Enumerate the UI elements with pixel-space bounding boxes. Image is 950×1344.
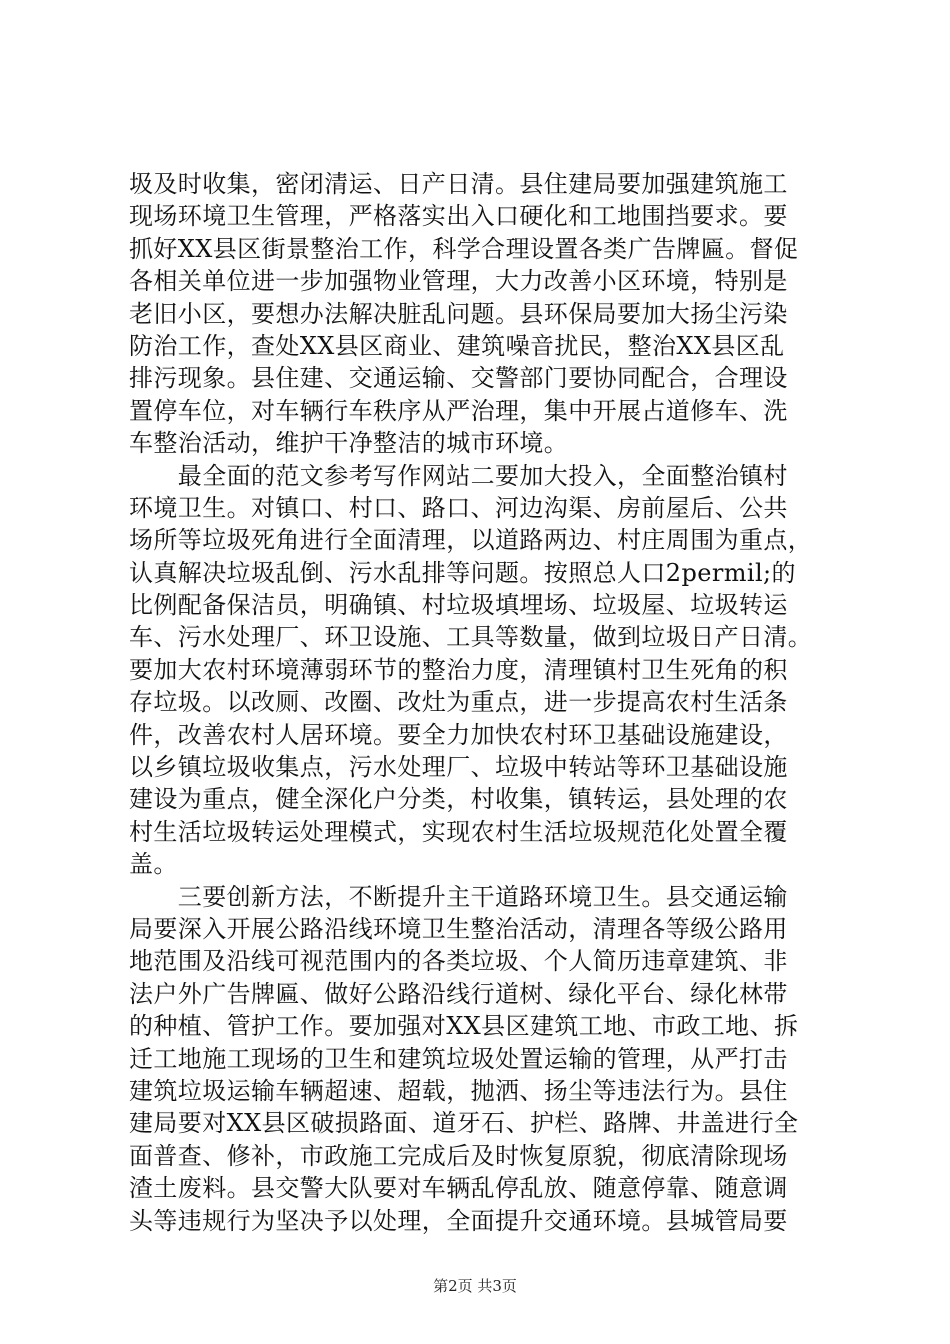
page-number-footer: 第2页 共3页 (433, 1277, 517, 1295)
text-line: 比例配备保洁员，明确镇、村垃圾填埋场、垃圾屋、垃圾转运 (129, 591, 788, 620)
text-line: 渣土废料。县交警大队要对车辆乱停乱放、随意停靠、随意调 (129, 1174, 788, 1203)
text-line: 置停车位，对车辆行车秩序从严治理，集中开展占道修车、洗 (129, 396, 788, 425)
text-line: 圾及时收集，密闭清运、日产日清。县住建局要加强建筑施工 (129, 170, 788, 198)
text-line: 建筑垃圾运输车辆超速、超载，抛洒、扬尘等违法行为。县住 (129, 1076, 788, 1105)
text-line: 环境卫生。对镇口、村口、路口、河边沟渠、房前屋后、公共 (129, 493, 788, 522)
text-line: 三要创新方法，不断提升主干道路环境卫生。县交通运输 (129, 882, 788, 911)
text-line: 车整治活动，维护干净整洁的城市环境。 (129, 429, 569, 458)
text-line: 法户外广告牌匾、做好公路沿线行道树、绿化平台、绿化林带 (129, 979, 788, 1008)
text-line: 老旧小区，要想办法解决脏乱问题。县环保局要加大扬尘污染 (129, 299, 788, 328)
text-line: 认真解决垃圾乱倒、污水乱排等问题。按照总人口2permil;的 (129, 558, 796, 587)
text-line: 的种植、管护工作。要加强对XX县区建筑工地、市政工地、拆 (129, 1012, 799, 1041)
text-line: 盖。 (129, 850, 178, 879)
text-line: 地范围及沿线可视范围内的各类垃圾、个人简历违章建筑、非 (129, 947, 788, 976)
text-line: 各相关单位进一步加强物业管理，大力改善小区环境，特别是 (129, 267, 788, 296)
text-line: 现场环境卫生管理，严格落实出入口硬化和工地围挡要求。要 (129, 202, 788, 231)
text-line: 建设为重点，健全深化户分类，村收集，镇转运，县处理的农 (129, 785, 788, 814)
text-line: 面普查、修补，市政施工完成后及时恢复原貌，彻底清除现场 (129, 1141, 788, 1170)
body-text (129, 168, 839, 1237)
text-line: 排污现象。县住建、交通运输、交警部门要协同配合，合理设 (129, 364, 788, 393)
text-line: 最全面的范文参考写作网站二要加大投入，全面整治镇村 (129, 461, 788, 490)
text-line: 建局要对XX县区破损路面、道牙石、护栏、路牌、井盖进行全 (129, 1109, 799, 1138)
text-line: 防治工作，查处XX县区商业、建筑噪音扰民，整治XX县区乱 (129, 331, 785, 360)
text-line: 车、污水处理厂、环卫设施、工具等数量，做到垃圾日产日清。 (129, 623, 813, 652)
text-line: 场所等垃圾死角进行全面清理，以道路两边、村庄周围为重点， (129, 526, 813, 555)
text-line: 要加大农村环境薄弱环节的整治力度，清理镇村卫生死角的积 (129, 655, 788, 684)
text-line: 局要深入开展公路沿线环境卫生整治活动，清理各等级公路用 (129, 914, 788, 943)
text-line: 存垃圾。以改厕、改圈、改灶为重点，进一步提高农村生活条 (129, 688, 788, 717)
text-line: 迁工地施工现场的卫生和建筑垃圾处置运输的管理，从严打击 (129, 1044, 788, 1073)
text-line: 头等违规行为坚决予以处理，全面提升交通环境。县城管局要 (129, 1206, 788, 1235)
text-line: 抓好XX县区街景整治工作，科学合理设置各类广告牌匾。督促 (129, 234, 799, 263)
text-line: 以乡镇垃圾收集点，污水处理厂、垃圾中转站等环卫基础设施 (129, 753, 788, 782)
text-line: 村生活垃圾转运处理模式，实现农村生活垃圾规范化处置全覆 (129, 817, 788, 846)
text-line: 件，改善农村人居环境。要全力加快农村环卫基础设施建设， (129, 720, 788, 749)
